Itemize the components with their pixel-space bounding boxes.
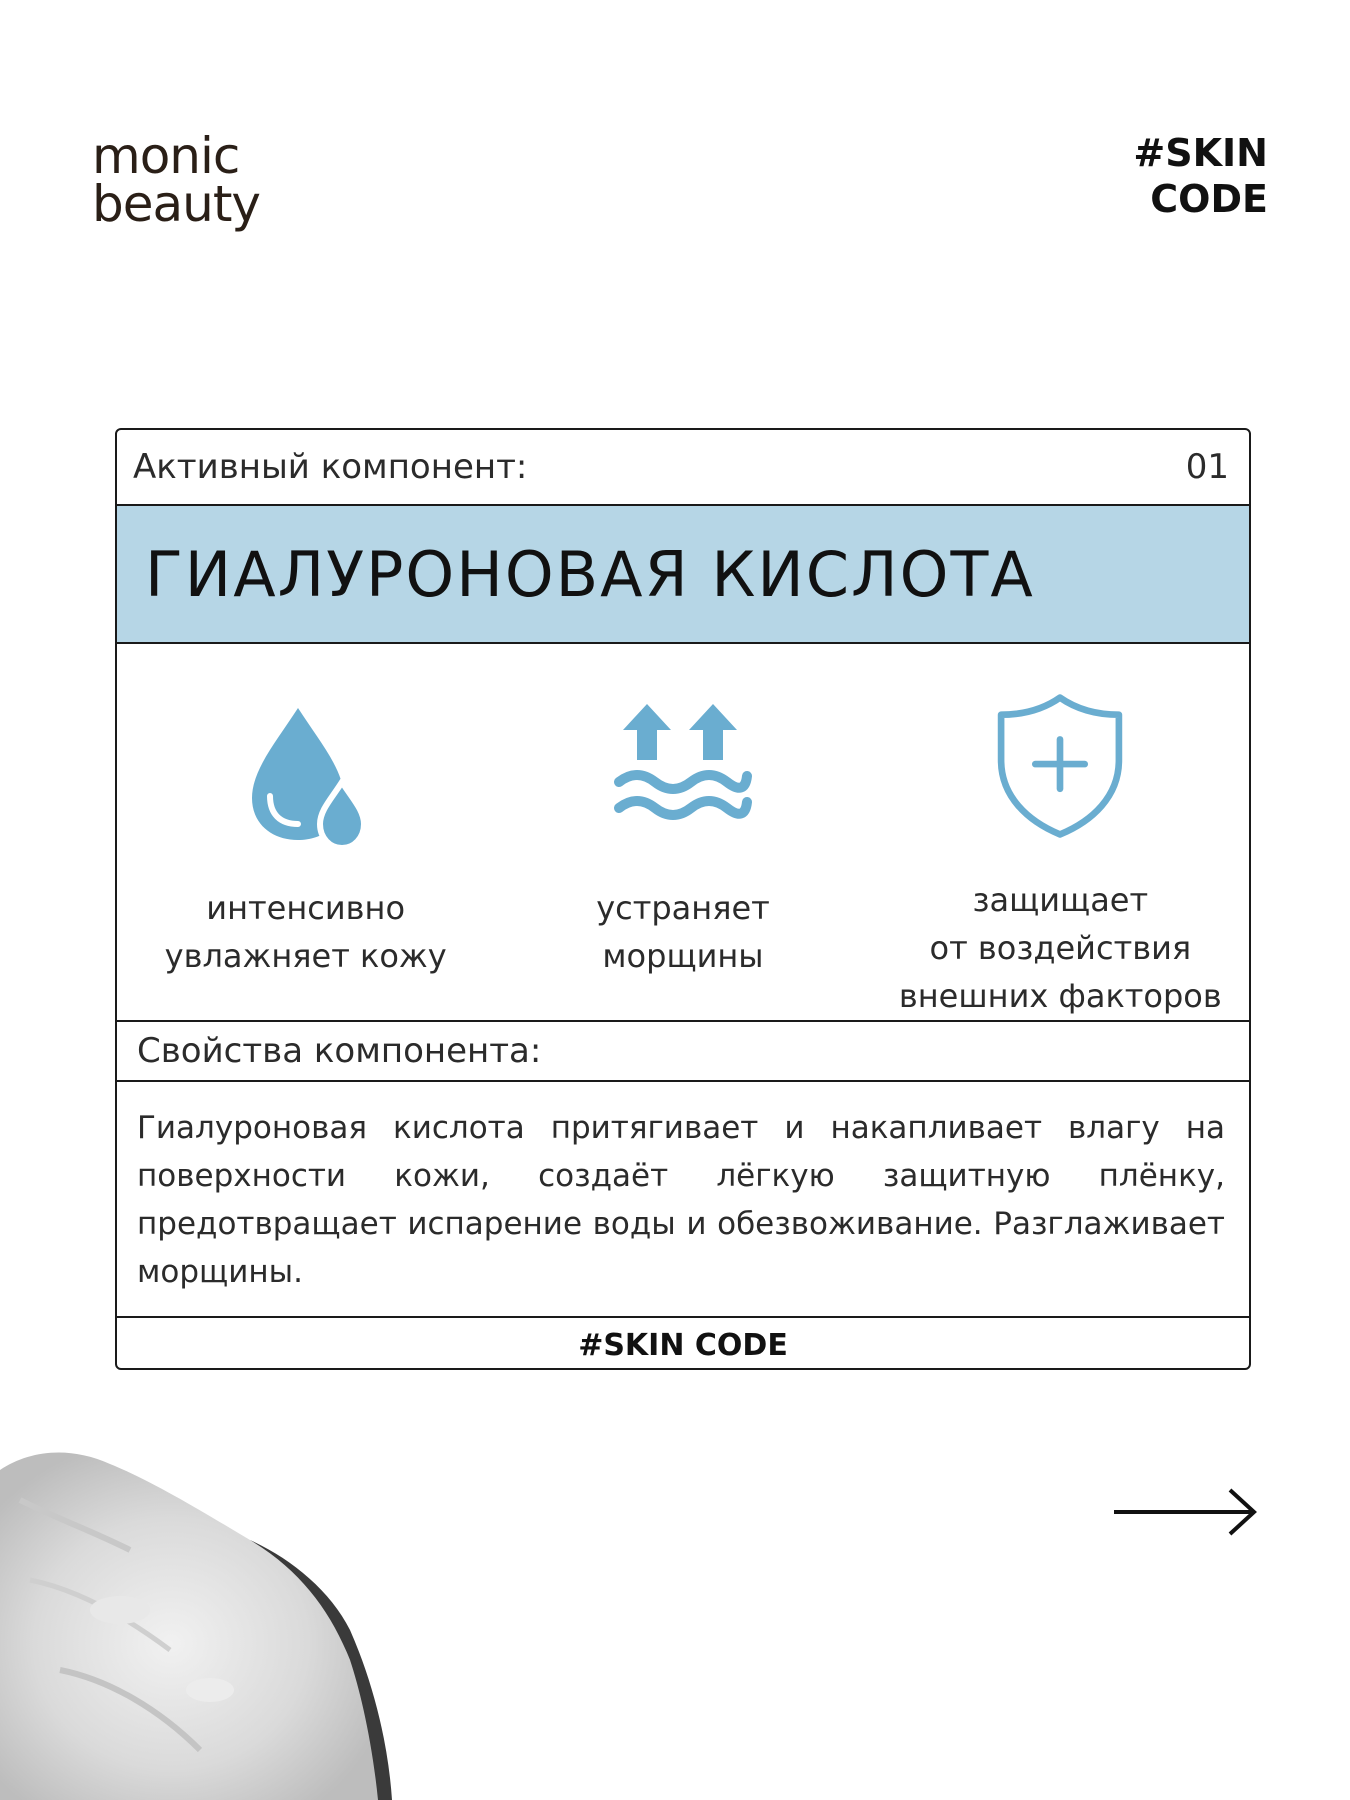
logo-line-1: monic — [92, 127, 240, 185]
feature-text-line: внешних факторов — [898, 977, 1222, 1015]
feature-protect — [872, 644, 1249, 1020]
logo-line-2: beauty — [92, 175, 261, 233]
ingredient-title: ГИАЛУРОНОВАЯ КИСЛОТА — [117, 506, 1249, 644]
properties-label: Свойства компонента: — [117, 1022, 1249, 1082]
feature-text-line: увлажняет кожу — [164, 937, 447, 975]
feature-text-line: защищает — [972, 881, 1149, 919]
ingredient-description: Гиалуроновая кислота притягивает и накапливает влагу на поверхности кожи, создаёт лёгкую защитную плёнку, предотвращает испарение воды и обезвоживание. Разглаживает морщины. — [117, 1082, 1249, 1318]
active-component-label: Активный компонент: — [133, 447, 528, 487]
shield-plus-icon — [990, 690, 1130, 842]
waves-arrows-up-icon — [613, 690, 753, 850]
feature-text-line: интенсивно — [206, 889, 406, 927]
next-arrow-icon[interactable] — [1112, 1486, 1260, 1538]
brand-logo — [92, 127, 292, 233]
feature-text-line: устраняет — [596, 889, 770, 927]
feature-protect-text — [899, 876, 1222, 1020]
card-footer-hashtag: #SKIN CODE — [578, 1327, 788, 1363]
feature-text-line: от воздействия — [929, 929, 1192, 967]
feature-text-line: морщины — [602, 937, 764, 975]
cream-texture-image — [0, 1440, 420, 1800]
water-drops-icon — [236, 690, 376, 850]
feature-moisturize — [117, 644, 494, 1020]
feature-wrinkles — [494, 644, 871, 1020]
brand-hashtag — [1133, 130, 1268, 222]
brand-hashtag-line-1: #SKIN — [1133, 131, 1268, 175]
card-number: 01 — [1185, 447, 1229, 487]
brand-hashtag-line-2: CODE — [1150, 177, 1268, 221]
ingredient-card — [115, 428, 1251, 1370]
feature-wrinkles-text — [596, 884, 770, 980]
feature-moisturize-text — [165, 884, 447, 980]
features-row — [117, 644, 1249, 1022]
active-component-row — [117, 430, 1249, 506]
